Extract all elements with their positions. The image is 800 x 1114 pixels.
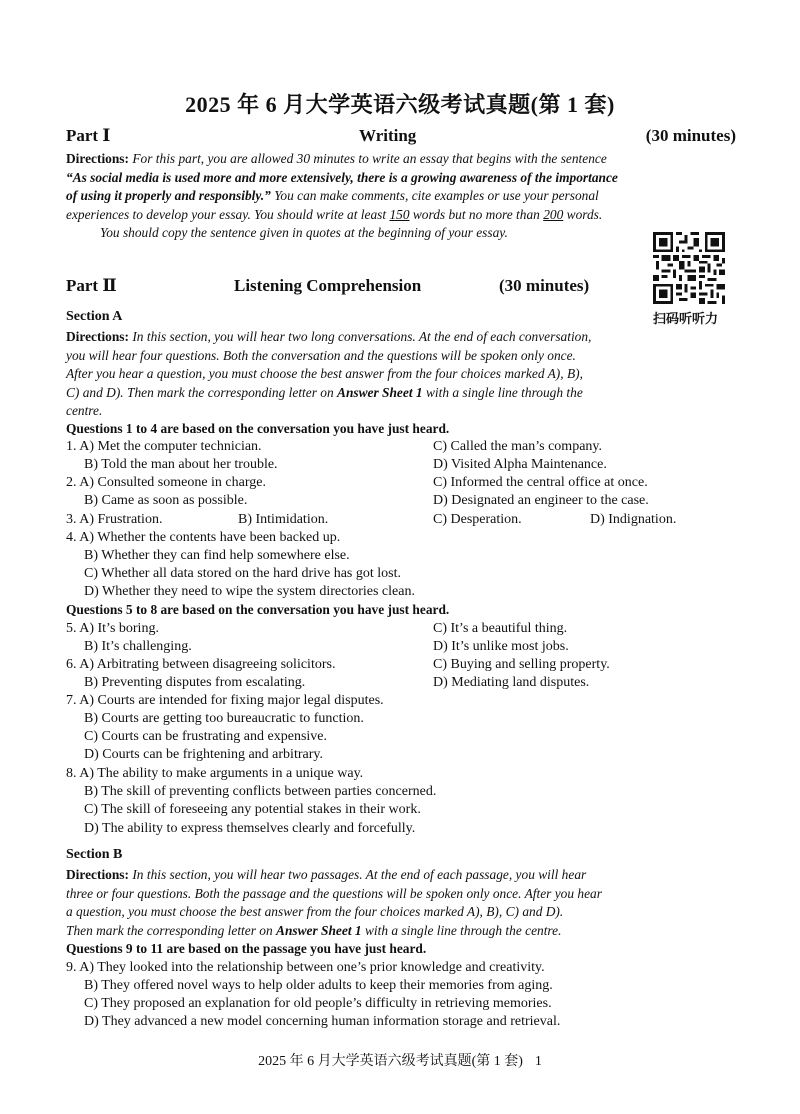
q3-option-d: D) Indignation. bbox=[590, 512, 677, 527]
sa-dir-line2: you will hear four questions. Both the conversation and the questions will be spoken only once. bbox=[66, 347, 576, 363]
q8-option-d: D) The ability to express themselves clearly and forcefully. bbox=[84, 821, 416, 836]
directions-label: Directions: bbox=[66, 867, 129, 882]
max-words: 200 bbox=[543, 206, 564, 222]
part1-dir-line4c: words. bbox=[563, 206, 603, 222]
q8-option-a: 8. A) The ability to make arguments in a unique way. bbox=[66, 766, 364, 781]
q9-option-d: D) They advanced a new model concerning human information storage and retrieval. bbox=[84, 1014, 561, 1029]
sa-dir-line3: After you hear a question, you must choose the best answer from the four choices marked A), B), bbox=[66, 366, 583, 382]
section-a-directions bbox=[66, 328, 736, 421]
sb-dir-line4b: with a single line through the centre. bbox=[361, 922, 562, 938]
sa-dir-line4b: with a single line through the bbox=[422, 384, 583, 400]
part1-directions bbox=[66, 150, 736, 243]
sb-dir-line3: a question, you must choose the best answer from the four choices marked A), B), C) and D). bbox=[66, 904, 564, 920]
part1-dir-line4b: words but no more than bbox=[409, 206, 544, 222]
sa-dir-line5: centre. bbox=[66, 403, 103, 419]
q7-option-d: D) Courts can be frightening and arbitrary. bbox=[84, 747, 323, 762]
page-number: 1 bbox=[534, 1054, 542, 1069]
answer-sheet-ref: Answer Sheet 1 bbox=[337, 384, 423, 400]
qr-caption: 扫码听听力 bbox=[653, 312, 719, 327]
q4-option-b: B) Whether they can find help somewhere else. bbox=[84, 548, 350, 563]
q6-option-b: B) Preventing disputes from escalating. bbox=[84, 675, 306, 690]
min-words: 150 bbox=[389, 206, 410, 222]
q3-option-b: B) Intimidation. bbox=[238, 512, 329, 527]
q4-option-c: C) Whether all data stored on the hard drive has got lost. bbox=[84, 566, 401, 581]
answer-sheet-ref: Answer Sheet 1 bbox=[276, 922, 362, 938]
part1-dir-line2: “As social media is used more and more extensively, there is a growing awareness of the importance bbox=[66, 169, 618, 185]
q5-option-c: C) It’s a beautiful thing. bbox=[433, 621, 568, 636]
page-footer bbox=[0, 1050, 800, 1070]
q3-option-c: C) Desperation. bbox=[433, 512, 522, 527]
part1-dir-line4a: experiences to develop your essay. You should write at least bbox=[66, 206, 390, 222]
q1-option-c: C) Called the man’s company. bbox=[433, 439, 602, 454]
question-group-heading: Questions 5 to 8 are based on the conversation you have just heard. bbox=[66, 602, 450, 617]
q5-option-a: 5. A) It’s boring. bbox=[66, 621, 159, 636]
q1-option-a: 1. A) Met the computer technician. bbox=[66, 439, 262, 454]
directions-label: Directions: bbox=[66, 329, 129, 344]
sb-dir-line4a: Then mark the corresponding letter on bbox=[66, 922, 277, 938]
q2-option-b: B) Came as soon as possible. bbox=[84, 493, 248, 508]
q1-option-b: B) Told the man about her trouble. bbox=[84, 457, 278, 472]
part1-dir-line3: You can make comments, cite examples or use your personal bbox=[270, 188, 599, 204]
part2-name: Listening Comprehension bbox=[234, 276, 422, 295]
q8-option-b: B) The skill of preventing conflicts between parties concerned. bbox=[84, 784, 437, 799]
question-group-heading: Questions 9 to 11 are based on the passage you have just heard. bbox=[66, 941, 427, 956]
q9-option-a: 9. A) They looked into the relationship between one’s prior knowledge and creativity. bbox=[66, 960, 545, 975]
q6-option-d: D) Mediating land disputes. bbox=[433, 675, 590, 690]
part1-dir-line5: You should copy the sentence given in quotes at the beginning of your essay. bbox=[100, 225, 508, 241]
q9-option-b: B) They offered novel ways to help older adults to keep their memories from aging. bbox=[84, 978, 553, 993]
q6-option-c: C) Buying and selling property. bbox=[433, 657, 610, 672]
q5-option-d: D) It’s unlike most jobs. bbox=[433, 639, 569, 654]
q9-option-c: C) They proposed an explanation for old people’s difficulty in retrieving memories. bbox=[84, 996, 552, 1011]
question-group-heading: Questions 1 to 4 are based on the conversation you have just heard. bbox=[66, 421, 450, 436]
part1-dir-line3-bold: of using it properly and responsibly.” bbox=[66, 188, 271, 204]
q8-option-c: C) The skill of foreseeing any potential stakes in their work. bbox=[84, 802, 421, 817]
q6-option-a: 6. A) Arbitrating between disagreeing solicitors. bbox=[66, 657, 336, 672]
section-b-directions bbox=[66, 866, 736, 940]
part2-label: Part Ⅱ bbox=[66, 276, 117, 295]
sa-dir-line1: In this section, you will hear two long conversations. At the end of each conversation, bbox=[132, 329, 592, 344]
sb-dir-line1: In this section, you will hear two passages. At the end of each passage, you will hear bbox=[132, 867, 587, 882]
part1-dir-line1: For this part, you are allowed 30 minutes to write an essay that begins with the sentence bbox=[132, 151, 607, 166]
q2-option-c: C) Informed the central office at once. bbox=[433, 475, 648, 490]
q7-option-c: C) Courts can be frustrating and expensive. bbox=[84, 729, 327, 744]
part1-label: Part Ⅰ bbox=[66, 126, 111, 145]
q2-option-a: 2. A) Consulted someone in charge. bbox=[66, 475, 266, 490]
part1-header bbox=[66, 126, 736, 148]
part1-name: Writing bbox=[359, 126, 417, 145]
part1-time: (30 minutes) bbox=[645, 126, 736, 145]
section-a-label: Section A bbox=[66, 309, 123, 324]
q1-option-d: D) Visited Alpha Maintenance. bbox=[433, 457, 607, 472]
q2-option-d: D) Designated an engineer to the case. bbox=[433, 493, 649, 508]
q4-option-d: D) Whether they need to wipe the system directories clean. bbox=[84, 584, 415, 599]
q5-option-b: B) It’s challenging. bbox=[84, 639, 192, 654]
part2-header bbox=[66, 276, 736, 298]
section-b-label: Section B bbox=[66, 847, 123, 862]
q7-option-b: B) Courts are getting too bureaucratic to function. bbox=[84, 711, 364, 726]
directions-label: Directions: bbox=[66, 151, 129, 166]
q4-option-a: 4. A) Whether the contents have been backed up. bbox=[66, 530, 341, 545]
part2-time: (30 minutes) bbox=[499, 276, 590, 295]
page-title: 2025 年 6 月大学英语六级考试真题(第 1 套) bbox=[185, 92, 615, 117]
sb-dir-line2: three or four questions. Both the passage and the questions will be spoken only once. After you hear bbox=[66, 885, 602, 901]
sa-dir-line4a: C) and D). Then mark the corresponding letter on bbox=[66, 384, 338, 400]
q3-option-a: 3. A) Frustration. bbox=[66, 512, 163, 527]
footer-title: 2025 年 6 月大学英语六级考试真题(第 1 套) bbox=[258, 1054, 523, 1069]
q7-option-a: 7. A) Courts are intended for fixing major legal disputes. bbox=[66, 693, 384, 708]
